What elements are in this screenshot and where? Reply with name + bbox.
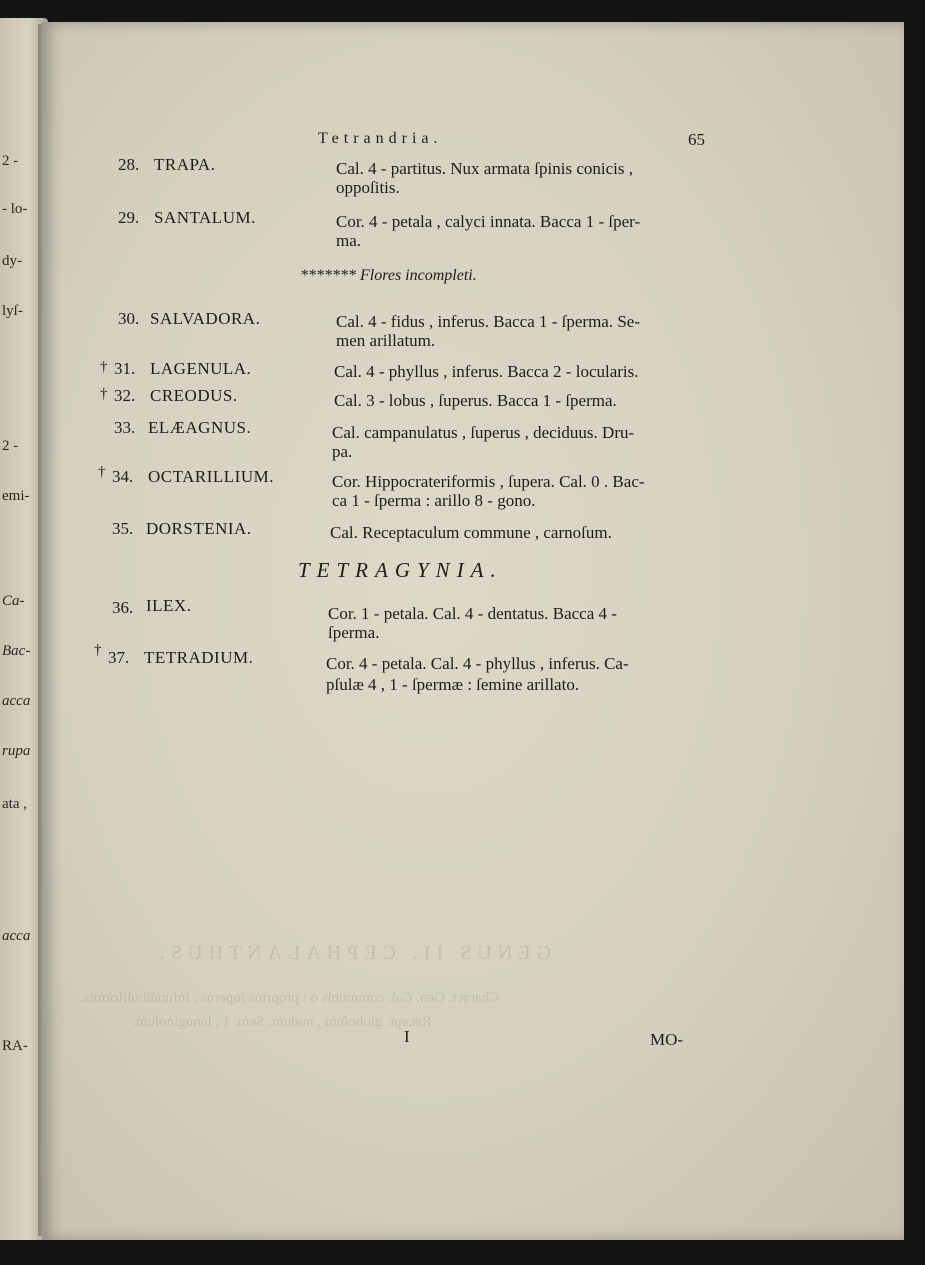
genus-name: LAGENULA.	[150, 359, 252, 378]
dagger-mark: †	[94, 642, 102, 658]
genus-name: SALVADORA.	[150, 309, 261, 328]
genus-name: OCTARILLIUM.	[148, 467, 274, 486]
genus-name: DORSTENIA.	[146, 519, 252, 538]
genus-description: ma.	[336, 231, 362, 250]
entry-number: 30.	[118, 309, 140, 328]
genus-description: ca 1 - ſperma : arillo 8 - gono.	[332, 491, 536, 510]
entry-number: 33.	[114, 418, 136, 437]
entry-number: 28.	[118, 155, 140, 174]
prev-page-fragment: acca	[2, 928, 31, 944]
prev-page-fragment: lyſ-	[2, 303, 23, 319]
prev-page-fragment: RA-	[2, 1038, 28, 1054]
genus-description: Cal. Receptaculum commune , carnoſum.	[330, 523, 612, 542]
dagger-mark: †	[98, 464, 106, 480]
prev-page-fragment: Bac-	[2, 643, 31, 659]
prev-page-fragment: emi-	[2, 488, 30, 504]
entry-number: 31.	[114, 359, 136, 378]
genus-description: Cor. 1 - petala. Cal. 4 - dentatus. Bacca 4 -	[328, 604, 617, 623]
page-number: 65	[688, 130, 705, 149]
genus-description: Cor. 4 - petala , calyci innata. Bacca 1 - ſper-	[336, 212, 641, 231]
genus-description: oppoſitis.	[336, 178, 400, 197]
prev-page-fragment: ata ,	[2, 796, 27, 812]
genus-description: Cal. 3 - lobus , ſuperus. Bacca 1 - ſperma.	[334, 391, 617, 410]
genus-description: ſperma.	[328, 623, 380, 642]
genus-description: pa.	[332, 442, 353, 461]
prev-page-fragment: 2 -	[2, 153, 19, 169]
signature-mark: I	[404, 1027, 410, 1046]
prev-page-fragment: dy-	[2, 253, 22, 269]
entry-number: 35.	[112, 519, 134, 538]
entry-number: 37.	[108, 648, 130, 667]
genus-description: men arillatum.	[336, 331, 436, 350]
genus-name: TRAPA.	[154, 155, 216, 174]
genus-name: ELÆAGNUS.	[148, 418, 252, 437]
genus-name: ILEX.	[146, 596, 192, 615]
running-head: Tetrandria.	[318, 130, 443, 147]
entry-number: 36.	[112, 598, 134, 617]
bleed-through-text: Charact. Gen. Cal. communis o : proprius ſuperus , infundibuliformis.	[80, 990, 500, 1006]
prev-page-fragment: 2 -	[2, 438, 19, 454]
bleed-through-text: GENUS II. CEPHALANTHUS.	[154, 942, 551, 964]
bleed-through-text: Recept. globoſum , nudum. Sem. 1 , lanuginoſum.	[132, 1014, 432, 1030]
subheading: ******* Flores incompleti.	[300, 267, 477, 284]
genus-description: pſulæ 4 , 1 - ſpermæ : ſemine arillato.	[326, 675, 580, 694]
prev-page-fragment: - lo-	[2, 201, 28, 217]
genus-name: CREODUS.	[150, 386, 238, 405]
entry-number: 34.	[112, 467, 134, 486]
genus-description: Cal. 4 - fidus , inferus. Bacca 1 - ſperma. Se-	[336, 312, 641, 331]
prev-page-fragment: Ca-	[2, 593, 25, 609]
genus-description: Cal. 4 - phyllus , inferus. Bacca 2 - locularis.	[334, 362, 639, 381]
genus-description: Cal. 4 - partitus. Nux armata ſpinis conicis ,	[336, 159, 633, 178]
dagger-mark: †	[100, 386, 108, 402]
genus-name: TETRADIUM.	[144, 648, 254, 667]
dagger-mark: †	[100, 359, 108, 375]
genus-description: Cor. Hippocrateriformis , ſupera. Cal. 0 . Bac-	[332, 472, 645, 491]
entry-number: 29.	[118, 208, 140, 227]
prev-page-fragment: acca	[2, 693, 31, 709]
catchword: MO-	[650, 1030, 684, 1049]
section-title: TETRAGYNIA.	[298, 558, 503, 582]
entry-number: 32.	[114, 386, 136, 405]
genus-description: Cor. 4 - petala. Cal. 4 - phyllus , inferus. Ca-	[326, 654, 629, 673]
prev-page-fragment: rupa	[2, 743, 31, 759]
book-page	[42, 22, 904, 1240]
genus-description: Cal. campanulatus , ſuperus , deciduus. Dru-	[332, 423, 635, 442]
genus-name: SANTALUM.	[154, 208, 256, 227]
